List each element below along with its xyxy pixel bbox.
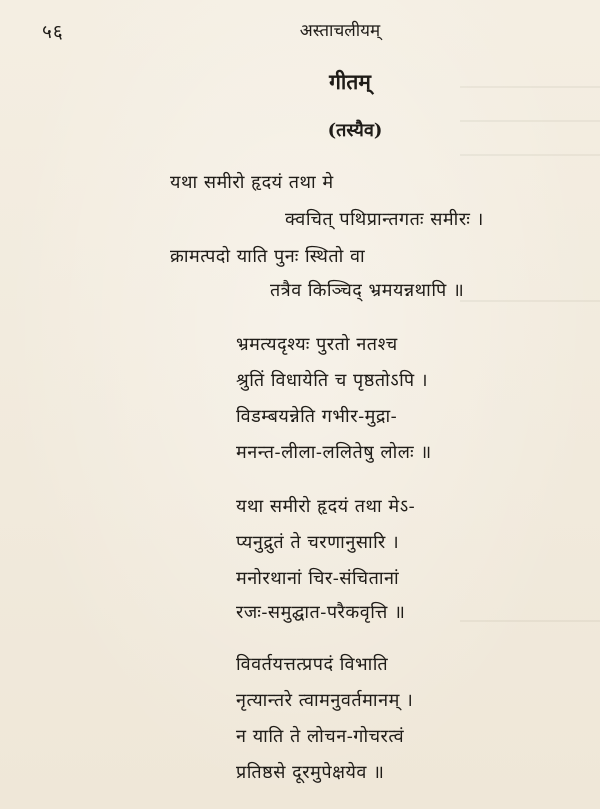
stanza-4-line-3: न याति ते लोचन-गोचरत्वं [236, 726, 405, 747]
stanza-1-line-1: यथा समीरो हृदयं तथा मे [170, 172, 334, 193]
stanza-3-line-1: यथा समीरो हृदयं तथा मेऽ- [236, 496, 416, 517]
page-number: ५६ [42, 21, 64, 43]
show-through-mark [460, 620, 600, 622]
show-through-mark [460, 120, 600, 122]
show-through-mark [460, 300, 600, 302]
stanza-1-line-2: क्वचित् पथिप्रान्तगतः समीरः । [285, 209, 484, 230]
stanza-2-line-3: विडम्बयन्नेति गभीर-मुद्रा- [236, 406, 398, 427]
stanza-1-line-4: तत्रैव किञ्चिद् भ्रमयन्नथापि ॥ [270, 280, 465, 301]
stanza-2-line-4: मनन्त-लीला-ललितेषु लोलः ॥ [236, 442, 432, 463]
stanza-3-line-2: प्यनुद्रुतं ते चरणानुसारि । [236, 532, 400, 553]
show-through-mark [460, 86, 600, 88]
stanza-4-line-4: प्रतिष्ठसे दूरमुपेक्षयेव ॥ [236, 762, 385, 783]
stanza-4-line-2: नृत्यान्तरे त्वामनुवर्तमानम् । [236, 690, 414, 711]
stanza-3-line-3: मनोरथानां चिर-संचितानां [236, 568, 400, 589]
stanza-3-line-4: रजः-समुद्घात-परैकवृत्ति ॥ [236, 602, 406, 623]
poem-title: गीतम् [329, 69, 371, 94]
show-through-mark [460, 154, 600, 156]
stanza-4-line-1: विवर्तयत्तत्प्रपदं विभाति [236, 654, 389, 675]
stanza-1-line-3: क्रामत्पदो याति पुनः स्थितो वा [170, 246, 366, 267]
poem-subtitle: (तस्यैव) [327, 120, 383, 141]
running-head: अस्ताचलीयम् [299, 21, 381, 41]
stanza-2-line-2: श्रुतिं विधायेति च पृष्ठतोऽपि । [236, 370, 429, 391]
stanza-2-line-1: भ्रमत्यदृश्यः पुरतो नतश्च [236, 334, 398, 355]
